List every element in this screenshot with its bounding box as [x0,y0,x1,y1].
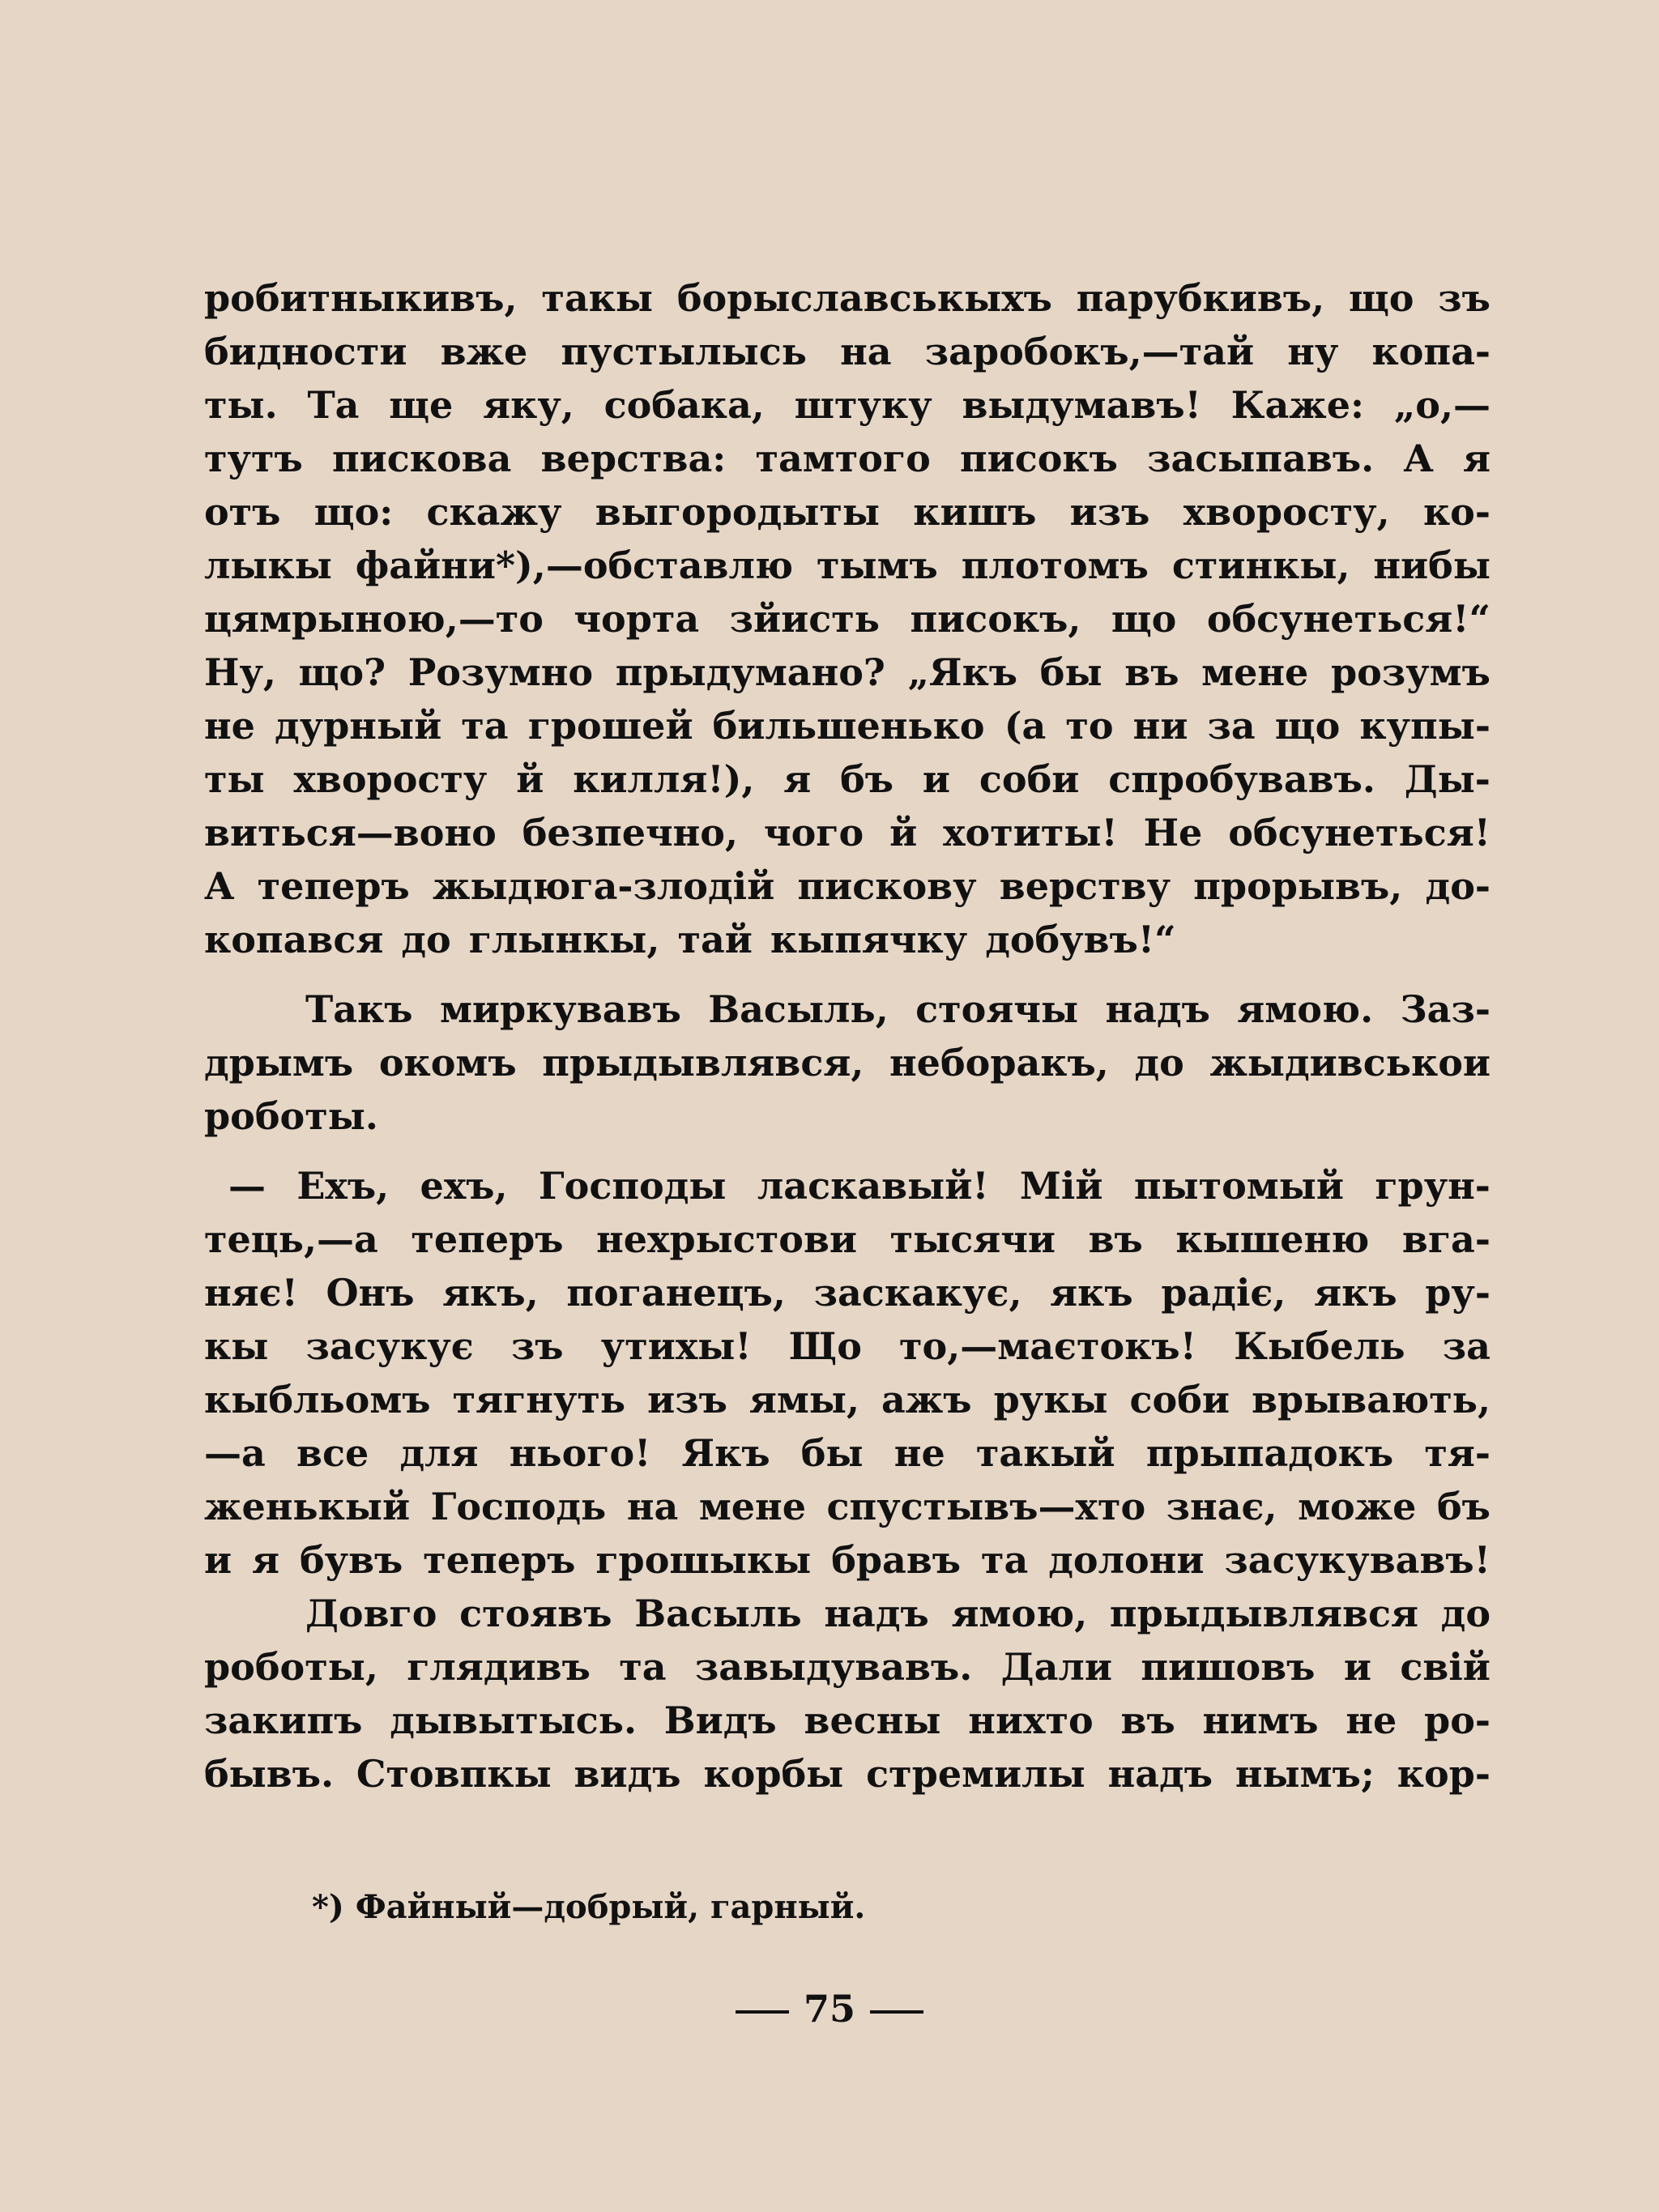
word: рукы [993,1378,1108,1421]
word: вже [440,330,528,373]
word: що: [313,490,394,534]
word: файни*),—обставлю [355,543,794,587]
text-line [204,432,1491,485]
word: не [204,704,255,748]
word: до- [1425,864,1491,908]
word: за [1442,1324,1491,1368]
word: яку, [483,383,574,427]
word: ласкавый! [757,1164,989,1208]
word: ру- [1425,1271,1491,1315]
word: и [922,757,951,801]
word: й [889,811,918,855]
word: хотиты! [943,811,1118,855]
word: тамтого [755,437,931,480]
word: свій [1400,1645,1491,1689]
word: Кыбель [1234,1324,1405,1368]
word: Якъ [681,1431,770,1475]
word: за [1207,704,1256,748]
word: пустылысь [561,330,807,373]
word: на [626,1485,679,1528]
word: ты [204,757,265,801]
word: бъ [840,757,894,801]
word: врывають, [1252,1378,1491,1421]
text-line [204,1159,1491,1213]
word: глядивъ [407,1645,591,1689]
word: парубкивъ, [1076,276,1325,320]
word: я [252,1538,280,1582]
word: то,—маєтокъ! [899,1324,1196,1368]
text-line [204,1319,1491,1373]
word: Мій [1019,1164,1103,1208]
text-line [204,485,1491,539]
word: та [619,1645,667,1689]
text-line [204,1036,1491,1089]
word: Господь [430,1485,607,1528]
word: няє! [204,1271,298,1315]
word: стоявъ [459,1592,612,1635]
word: що [1348,276,1414,320]
word: стоячы [915,987,1079,1031]
word: не [1346,1698,1397,1742]
word: грошыкы [595,1538,812,1582]
word: безпечно, [522,811,738,855]
word: Дали [1000,1645,1112,1689]
word: лыкы [204,543,332,587]
word: бы [800,1431,864,1475]
word: Каже: [1230,383,1365,427]
word: (а [1004,704,1047,748]
word: тай [677,918,753,961]
word: ямы, [748,1378,859,1421]
text-line [204,378,1491,432]
word: писокъ, [910,597,1081,641]
word: бъ [1436,1485,1491,1528]
text-line [204,1213,1491,1266]
word: бильшенько [712,704,985,748]
word: въ [1120,1698,1175,1742]
word: изъ [647,1378,727,1421]
word: я [783,757,812,801]
word: Не [1143,811,1203,855]
word: тымъ [816,543,938,587]
text-line [204,1373,1491,1426]
word: нього! [509,1431,651,1475]
word: собака, [603,383,765,427]
word: засукувавъ! [1224,1538,1491,1582]
word: для [399,1431,479,1475]
word: ямою, [951,1592,1088,1635]
word: завыдувавъ. [694,1645,973,1689]
word: виться—воно [204,811,497,855]
word: Та [307,383,360,427]
word: бувъ [299,1538,403,1582]
word: копався [204,918,384,961]
word: надъ [1105,987,1210,1031]
text-line [204,913,1491,966]
word: нымъ; [1235,1752,1375,1796]
text-line [204,1266,1491,1319]
word: добувъ!“ [985,918,1176,961]
word: хворосту, [1183,490,1390,534]
word: и [1343,1645,1371,1689]
word: тутъ [204,437,303,480]
word: ро- [1424,1698,1491,1742]
text-line [204,1089,1491,1143]
word: засыпавъ. [1147,437,1375,480]
word: женькый [204,1485,411,1528]
word: прыдывлявся [1109,1592,1418,1635]
word: роботы, [204,1645,378,1689]
page-number-dash-right [870,2010,923,2014]
word: зйисть [729,597,880,641]
word: „Якъ [907,650,1018,694]
word: неборакъ, [889,1041,1109,1085]
text-line [204,806,1491,859]
text-line [204,1640,1491,1694]
word: А [204,864,235,908]
word: та [981,1538,1029,1582]
word: надъ [1107,1752,1213,1796]
word: кы [204,1324,269,1368]
word: ну [1287,330,1339,373]
word: копа- [1371,330,1491,373]
word: знає, [1166,1485,1277,1528]
word: —а [204,1431,266,1475]
word: ехъ, [420,1164,508,1208]
word: до [1134,1041,1184,1085]
word: бравъ [831,1538,962,1582]
word: отъ [204,490,281,534]
word: кыпячку [770,918,968,961]
text-line [204,271,1491,325]
word: кишъ [913,490,1037,534]
word: нихто [968,1698,1094,1742]
word: й [516,757,544,801]
text-line [204,646,1491,699]
text-line [204,699,1491,752]
word: тягнуть [452,1378,626,1421]
word: я [1463,437,1491,480]
word: якъ [1050,1271,1133,1315]
text-line [204,982,1491,1036]
word: мене [698,1485,806,1528]
word: Видъ [663,1698,777,1742]
paragraph-vasyl-thinking [204,982,1491,1143]
page-number-dash-left [736,2010,789,2014]
word: зъ [1438,276,1491,320]
text-line [204,325,1491,378]
word: не [893,1431,945,1475]
word: хворосту [293,757,488,801]
word: бы [1039,650,1102,694]
word: закипъ [204,1698,363,1742]
word: ажъ [881,1378,972,1421]
text-line [204,1587,1491,1640]
word: теперъ [411,1217,564,1261]
word: Васыль, [708,987,889,1031]
paragraph-continuation [204,271,1491,966]
text-line [204,1480,1491,1533]
word: що [1274,704,1341,748]
text-line [204,1426,1491,1480]
word: стинкы, [1171,543,1350,587]
word: ще [389,383,454,427]
word: Васыль [634,1592,802,1635]
word: дурный [275,704,442,748]
word: прыдывлявся, [542,1041,864,1085]
word: борыславськыхъ [676,276,1052,320]
word: Що [788,1324,862,1368]
word: теперъ [257,864,410,908]
word: нехрыстови [596,1217,858,1261]
paragraph-dialogue [204,1159,1491,1587]
word: роботы. [204,1094,378,1138]
word: якъ [1314,1271,1397,1315]
word: кыбльомъ [204,1378,431,1421]
word: заробокъ,—тай [924,330,1255,373]
word: утихы! [600,1324,752,1368]
word: бывъ. [204,1752,335,1796]
word: Розумно [407,650,594,694]
word: засукує [305,1324,474,1368]
word: пискова [331,437,512,480]
word: все [296,1431,369,1475]
word: Ну, [204,650,276,694]
word: прыдумано? [615,650,885,694]
word: жыдюга-злодій [433,864,775,908]
word: спробувавъ. [1108,757,1375,801]
word: ко- [1422,490,1491,534]
word: верству [999,864,1171,908]
word: тець,—а [204,1217,378,1261]
word: видъ [574,1752,681,1796]
word: „о,— [1393,383,1491,427]
word: соби [979,757,1080,801]
word: обсунеться!“ [1206,597,1491,641]
word: Онъ [326,1271,415,1315]
text-line [204,859,1491,913]
word: Ды- [1404,757,1491,801]
word: въ [1124,650,1179,694]
word: Господы [538,1164,727,1208]
text-line [204,1694,1491,1747]
word: пишовъ [1141,1645,1316,1689]
paragraph-long-standing [204,1587,1491,1801]
word: поганецъ, [566,1271,786,1315]
word: ты. [204,383,278,427]
word: плотомъ [961,543,1149,587]
word: нибы [1373,543,1491,587]
word: цямрыною,—то [204,597,544,641]
word: скажу [426,490,562,534]
word: теперъ [423,1538,576,1582]
word: Заз- [1400,987,1491,1031]
word: стремилы [866,1752,1085,1796]
page-body [204,271,1491,1801]
word: до [401,918,451,961]
word: до [1440,1592,1491,1635]
word: тя- [1424,1431,1491,1475]
word: вга- [1401,1217,1491,1261]
word: Довго [305,1592,437,1635]
text-line [204,1747,1491,1801]
word: килля!), [573,757,755,801]
word: спустывъ—хто [826,1485,1146,1528]
word: штуку [794,383,932,427]
word: окомъ [378,1041,517,1085]
word: Ехъ, [296,1164,390,1208]
word: кор- [1397,1752,1491,1796]
word: чого [763,811,864,855]
word: А [1403,437,1434,480]
footnote: *) Файный—добрый, гарный. [312,1888,866,1926]
page-number [0,1984,1659,2033]
word: мене [1201,650,1309,694]
text-line [204,592,1491,646]
word: на [840,330,892,373]
word: зъ [510,1324,564,1368]
page-number-value: 75 [803,1987,855,2031]
word: якъ, [442,1271,539,1315]
word: пискову [797,864,977,908]
word: розумъ [1331,650,1491,694]
word: выгородыты [595,490,880,534]
word: то [1065,704,1114,748]
text-line [204,1533,1491,1587]
text-line [204,539,1491,592]
word: миркувавъ [439,987,681,1031]
word: весны [804,1698,941,1742]
word: изъ [1069,490,1150,534]
word: може [1298,1485,1417,1528]
word: грун- [1375,1164,1491,1208]
word: та [461,704,509,748]
word: що? [298,650,386,694]
word: кышеню [1175,1217,1370,1261]
word: писокъ [959,437,1118,480]
word: дывытысь. [390,1698,637,1742]
word: прыпадокъ [1145,1431,1394,1475]
word: верства: [540,437,727,480]
word: надъ [824,1592,929,1635]
word: ямою. [1237,987,1374,1031]
word: радіє, [1161,1271,1286,1315]
word: и [204,1538,232,1582]
word: такы [541,276,653,320]
word: — [228,1164,266,1208]
word: пытомый [1133,1164,1344,1208]
word: соби [1129,1378,1230,1421]
word: Такъ [305,987,413,1031]
word: корбы [703,1752,844,1796]
word: въ [1088,1217,1143,1261]
word: грошей [527,704,693,748]
word: тысячи [889,1217,1056,1261]
word: нимъ [1202,1698,1319,1742]
word: такый [975,1431,1115,1475]
word: жыдивськои [1209,1041,1491,1085]
word: прорывъ, [1193,864,1403,908]
word: ни [1132,704,1188,748]
word: дрымъ [204,1041,354,1085]
text-line [204,752,1491,806]
word: чорта [574,597,700,641]
word: обсунеться! [1228,811,1491,855]
word: заскакує, [813,1271,1022,1315]
word: глынкы, [468,918,660,961]
word: бидности [204,330,407,373]
word: Стовпкы [356,1752,552,1796]
word: выдумавъ! [962,383,1201,427]
word: що [1111,597,1177,641]
word: робитныкивъ, [204,276,518,320]
word: купы- [1359,704,1491,748]
word: долони [1048,1538,1205,1582]
